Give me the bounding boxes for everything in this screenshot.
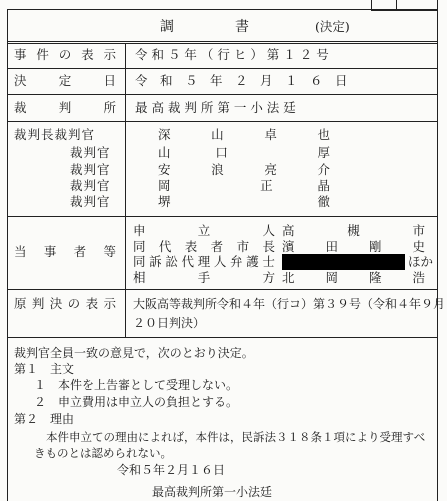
judge-name: 安 浪 亮 介	[158, 162, 330, 177]
original-judgment-label: 原 判 決 の 表 示	[14, 296, 116, 311]
decision-date-label: 決 定 日	[14, 73, 116, 88]
row-divider	[7, 216, 437, 217]
case-label: 事 件 の 表 示	[14, 47, 116, 62]
section1-item2: ２ 申立費用は申立人の負担とする。	[34, 395, 239, 409]
party-name: 高 槻 市	[282, 223, 425, 238]
row-divider	[7, 289, 437, 290]
party-name: 北 岡 隆 浩	[282, 270, 425, 285]
redacted-attorney-name	[282, 254, 405, 270]
party-role: 相 手 方	[133, 270, 275, 285]
row-divider	[7, 41, 437, 44]
parties-label: 当 事 者 等	[14, 244, 116, 259]
record-title: 調 書	[160, 19, 250, 35]
judge-name: 岡 正 晶	[158, 178, 330, 193]
row-divider	[7, 94, 437, 95]
row-divider	[7, 121, 437, 122]
row-divider	[7, 68, 437, 69]
court-label: 裁 判 所	[14, 100, 116, 115]
party-role: 同 代 表 者 市 長	[133, 239, 275, 254]
party-role: 申 立 人	[133, 223, 275, 238]
judge-name: 山 口 厚	[158, 145, 330, 160]
party-suffix: ほか	[408, 254, 434, 269]
party-name: 濱 田 剛 史	[282, 239, 425, 254]
presiding-judge-label: 裁判長裁判官	[14, 127, 96, 142]
row-divider	[7, 337, 437, 338]
section2-text-line2: きものとは認められない。	[34, 446, 172, 460]
decision-intro: 裁判官全員一致の意見で，次のとおり決定。	[14, 346, 254, 360]
decision-date: 令 和 ５ 年 ２ 月 １ ６ 日	[135, 73, 348, 88]
court-name: 最 高 裁 判 所 第 一 小 法 廷	[135, 100, 296, 115]
closing-date: 令和５年２月１６日	[117, 463, 226, 477]
judge-label: 裁判官	[70, 145, 111, 160]
original-judgment-line1: 大阪高等裁判所令和４年（行コ）第３９号（令和４年９月	[133, 297, 446, 311]
section1-heading: 第１ 主文	[14, 362, 75, 376]
judge-name: 深 山 卓 也	[158, 127, 330, 142]
record-title-note: (決定)	[315, 19, 350, 34]
party-role: 同 訴 訟 代 理 人 弁 護 士	[133, 254, 275, 269]
case-number: 令 和 ５ 年 （ 行 ヒ ） 第 １ ２ 号	[135, 47, 329, 62]
judge-name: 堺 徹	[158, 194, 330, 209]
judge-label: 裁判官	[70, 162, 111, 177]
original-judgment-line2: ２０日判決）	[133, 316, 206, 330]
judge-label: 裁判官	[70, 178, 111, 193]
label-column-divider	[125, 43, 126, 337]
closing-court: 最高裁判所第一小法廷	[152, 485, 273, 499]
section1-item1: １ 本件を上告審として受理しない。	[34, 378, 239, 392]
judge-label: 裁判官	[70, 194, 111, 209]
section2-heading: 第２ 理由	[14, 412, 75, 426]
section2-text-line1: 本件申立ての理由によれば，本件は，民訴法３１８条１項により受理すべ	[46, 430, 426, 444]
